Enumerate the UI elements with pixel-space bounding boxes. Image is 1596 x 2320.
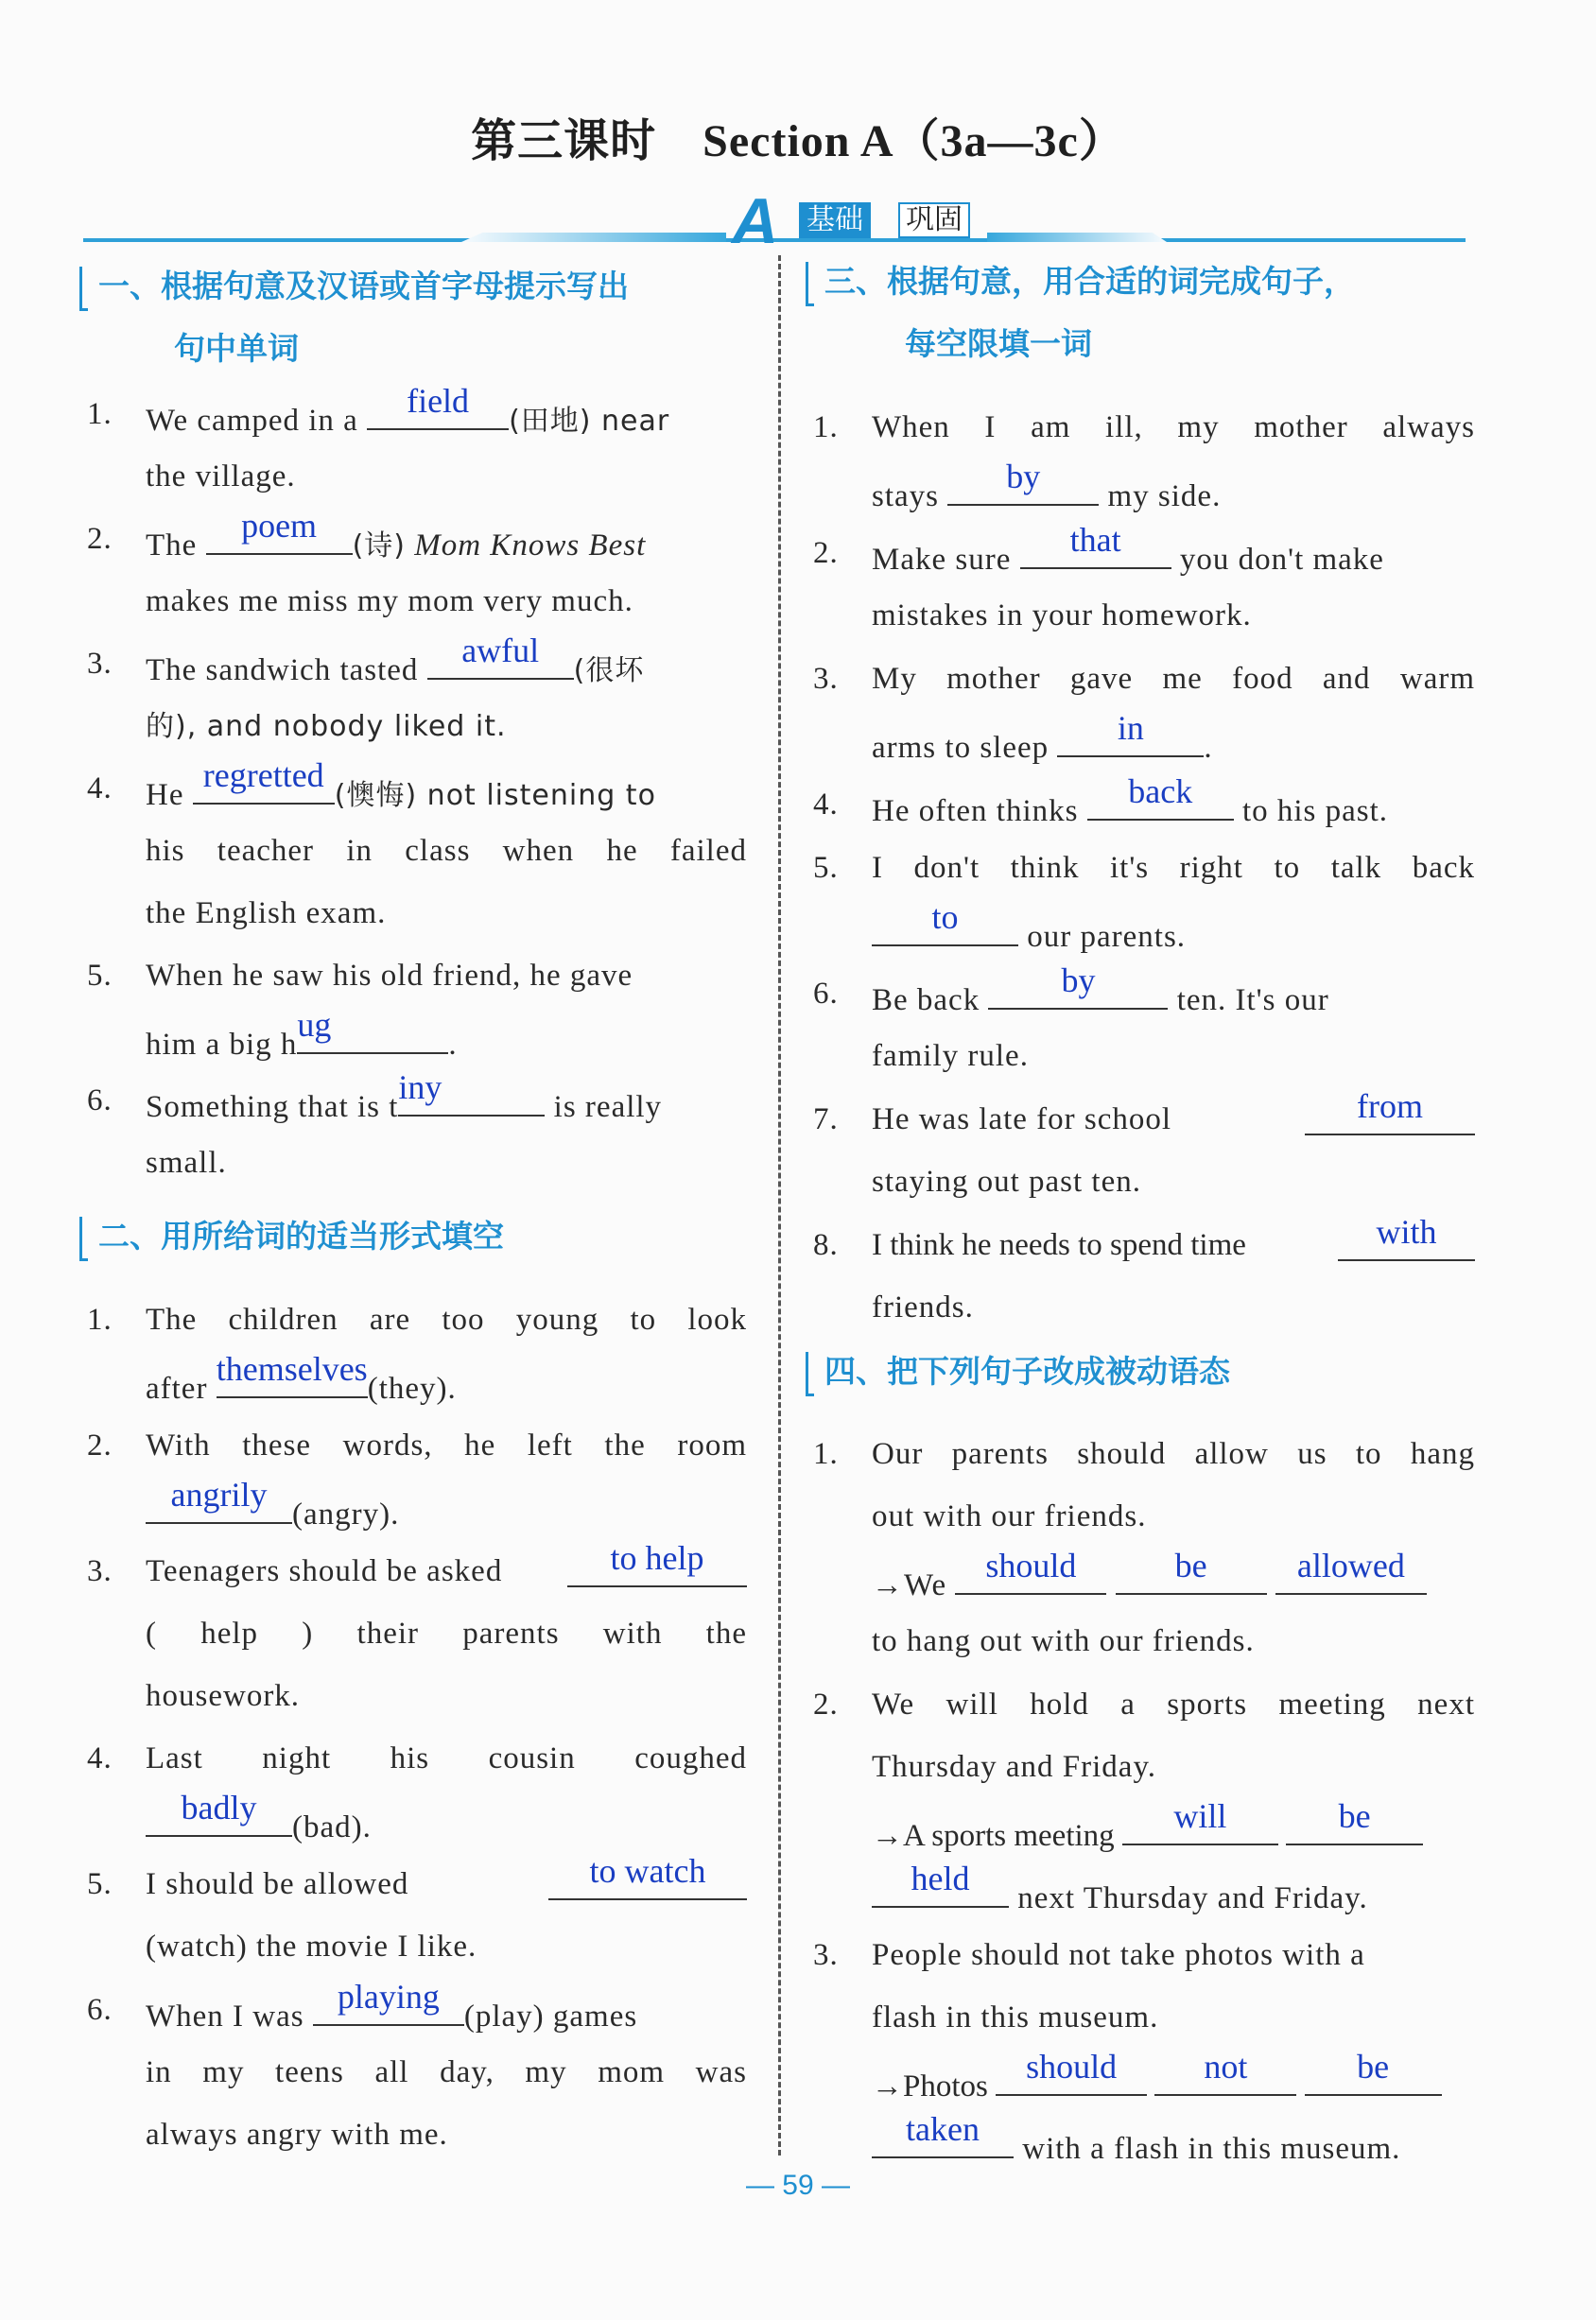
item-number: 4. [813, 788, 839, 822]
item-text: When he saw his old friend, he gave [146, 959, 633, 993]
item-number: 5. [87, 959, 113, 993]
answer-text: taken [906, 2110, 980, 2148]
section-banner [83, 185, 1466, 257]
answer-text: regretted [202, 756, 324, 794]
item-text: Teenagers should be asked [146, 1554, 503, 1588]
answer-blank[interactable] [146, 1790, 292, 1837]
item-text: People should not take photos with a [872, 1938, 1365, 1972]
item-text: When I am ill, my mother always [872, 410, 1475, 444]
book-title: Mom Knows Best [414, 528, 647, 563]
item-text: our parents. [1027, 920, 1187, 954]
column-divider [778, 255, 781, 2156]
answer-text: held [911, 1860, 970, 1897]
item-text: out with our friends. [872, 1499, 1147, 1533]
item-number: 4. [87, 771, 113, 805]
answer-blank[interactable] [1087, 773, 1234, 821]
item-text: He was late for school [872, 1102, 1172, 1136]
answer-blank[interactable] [1286, 1798, 1423, 1845]
item-text: (they). [367, 1372, 457, 1406]
answer-blank[interactable] [1275, 1548, 1427, 1595]
item-text: He often thinks [872, 794, 1079, 828]
section-2-title: 二、用所给词的适当形式填空 [98, 1218, 504, 1255]
item-number: 6. [87, 1993, 113, 2027]
answer-blank[interactable] [1154, 2049, 1296, 2096]
answer-blank[interactable] [297, 1007, 448, 1054]
answer-text: poem [241, 507, 318, 545]
item-number: 3. [87, 1554, 113, 1588]
section-4-title: 四、把下列句子改成被动语态 [824, 1353, 1230, 1390]
item-text: We camped in a [146, 404, 358, 438]
item-text: (watch) the movie I like. [146, 1930, 477, 1964]
item-text: to his past. [1241, 794, 1389, 828]
item-text: (诗) [352, 529, 406, 563]
answer-text: back [1128, 772, 1193, 810]
answer-blank[interactable] [548, 1853, 747, 1900]
answer-text: with [1376, 1213, 1437, 1251]
item-text: staying out past ten. [872, 1165, 1141, 1199]
item-number: 7. [813, 1102, 839, 1136]
section-2-heading [87, 1205, 768, 1268]
item-number: 3. [813, 662, 839, 696]
item-number: 2. [87, 1428, 113, 1463]
banner-left-wing [461, 233, 726, 242]
answer-blank[interactable] [1305, 1088, 1475, 1135]
answer-text: to [931, 898, 959, 936]
item-text: (很坏 [573, 654, 645, 687]
item-text: after [146, 1372, 208, 1406]
answer-text: ug [297, 1006, 332, 1044]
item-text: housework. [146, 1679, 301, 1713]
answer-text: themselves [216, 1350, 368, 1388]
answer-blank[interactable] [193, 757, 335, 805]
item-number: 2. [87, 522, 113, 556]
item-text: (play) games [463, 2000, 638, 2034]
item-text: to hang out with our friends. [872, 1624, 1255, 1658]
answer-text: by [1006, 458, 1041, 495]
item-text: Be back [872, 983, 980, 1017]
item-number: 1. [87, 1303, 113, 1337]
answer-blank[interactable] [947, 459, 1099, 506]
item-text: mistakes in your homework. [872, 598, 1252, 632]
item-text: you don't make [1179, 543, 1384, 577]
section-1-heading [87, 255, 768, 380]
item-text: friends. [872, 1290, 974, 1324]
item-text: is really [553, 1090, 663, 1124]
answer-blank[interactable] [367, 383, 509, 430]
item-text: →We [872, 1568, 947, 1602]
item-number: 2. [813, 536, 839, 570]
answer-blank[interactable] [398, 1069, 545, 1117]
item-text: My mother gave me food and warm [872, 662, 1475, 696]
item-text: (田地) near [509, 405, 670, 438]
answer-text: in [1117, 709, 1144, 747]
answer-text: be [1338, 1797, 1371, 1835]
section-3-title: 三、根据句意，用合适的词完成句子， [824, 263, 1355, 300]
item-text: Our parents should allow us to hang [872, 1437, 1475, 1471]
item-text: I think he needs to spend time [872, 1228, 1246, 1262]
answer-blank[interactable] [996, 2049, 1147, 2096]
banner-right-wing [987, 233, 1167, 242]
item-number: 6. [87, 1083, 113, 1117]
answer-blank[interactable] [313, 1979, 464, 2026]
item-number: 2. [813, 1688, 839, 1722]
answer-text: will [1173, 1797, 1227, 1835]
item-text: (懊悔) not listening to [334, 779, 656, 812]
answer-text: allowed [1296, 1547, 1405, 1584]
answer-blank[interactable] [427, 632, 574, 680]
item-text: →A sports meeting [872, 1819, 1115, 1853]
answer-blank[interactable] [872, 1861, 1009, 1908]
banner-label-basic: 基础 [799, 202, 871, 238]
answer-blank[interactable] [1116, 1548, 1267, 1595]
section-bracket-icon [806, 262, 814, 306]
item-text: →Photos [872, 2069, 988, 2104]
item-text: always angry with me. [146, 2118, 448, 2152]
answer-text: badly [181, 1789, 257, 1827]
answer-blank[interactable] [955, 1548, 1106, 1595]
section-4-heading [813, 1341, 1494, 1403]
item-text: (angry). [292, 1498, 400, 1532]
item-number: 3. [813, 1938, 839, 1972]
answer-text: iny [398, 1068, 442, 1106]
answer-blank[interactable] [1122, 1798, 1278, 1845]
item-text: . [1204, 731, 1213, 765]
answer-text: angrily [170, 1476, 268, 1514]
item-number: 5. [813, 851, 839, 885]
section-3-heading [813, 251, 1494, 375]
answer-blank[interactable] [1057, 710, 1204, 757]
section-bracket-icon [79, 267, 88, 311]
section-1-title-cont: 句中单词 [174, 330, 299, 367]
item-number: 1. [813, 410, 839, 444]
item-text: 的), and nobody liked it. [146, 710, 507, 743]
answer-text: awful [461, 632, 540, 669]
answer-text: from [1357, 1087, 1423, 1125]
item-text: him a big h [146, 1028, 298, 1062]
answer-text: be [1357, 2048, 1390, 2086]
section-bracket-icon [79, 1217, 88, 1261]
item-text: The children are too young to look [146, 1303, 747, 1337]
item-number: 5. [87, 1867, 113, 1901]
item-text: Something that is t [146, 1090, 399, 1124]
item-text: . [448, 1028, 458, 1062]
answer-blank[interactable] [1305, 2049, 1442, 2096]
item-text: He [146, 778, 184, 812]
item-text: the village. [146, 459, 296, 493]
item-number: 6. [813, 977, 839, 1011]
item-number: 1. [813, 1437, 839, 1471]
item-text: (bad). [292, 1810, 372, 1844]
item-text: makes me miss my mom very much. [146, 584, 633, 618]
item-text: in my teens all day, my mom was [146, 2055, 747, 2089]
item-text: I should be allowed [146, 1867, 409, 1901]
section-bracket-icon [806, 1352, 814, 1396]
item-text: arms to sleep [872, 731, 1050, 765]
item-text: with a flash in this museum. [1022, 2132, 1401, 2166]
section-1-title: 一、根据句意及汉语或首字母提示写出 [98, 268, 629, 304]
item-text: my side. [1107, 479, 1222, 513]
answer-blank[interactable] [872, 2111, 1014, 2158]
item-text: his teacher in class when he failed [146, 834, 747, 868]
item-text: I don't think it's right to talk back [872, 851, 1475, 885]
item-text: flash in this museum. [872, 2000, 1159, 2034]
answer-text: playing [337, 1978, 440, 2016]
answer-text: field [407, 382, 470, 420]
section-3-title-cont: 每空限填一词 [905, 325, 1092, 362]
item-text: small. [146, 1146, 227, 1180]
page-title: 第三课时 Section A（3a—3c） [471, 116, 1125, 166]
answer-text: by [1061, 961, 1096, 999]
answer-text: not [1204, 2048, 1248, 2086]
item-number: 3. [87, 647, 113, 681]
answer-blank[interactable] [872, 899, 1018, 946]
page-number: — 59 — [745, 2170, 851, 2201]
item-text: family rule. [872, 1039, 1029, 1073]
answer-text: to watch [589, 1852, 706, 1890]
item-number: 8. [813, 1228, 839, 1262]
banner-label-consolidate: 巩固 [898, 202, 970, 238]
item-number: 4. [87, 1741, 113, 1775]
item-text: next Thursday and Friday. [1017, 1881, 1368, 1915]
item-text: With these words, he left the room [146, 1428, 747, 1463]
item-text: ten. It's our [1176, 983, 1329, 1017]
answer-text: be [1174, 1547, 1207, 1584]
answer-text: should [1026, 2048, 1118, 2086]
answer-blank[interactable] [217, 1351, 368, 1398]
item-text: We will hold a sports meeting next [872, 1688, 1475, 1722]
banner-letter: A [732, 185, 779, 257]
item-text: Thursday and Friday. [872, 1750, 1157, 1784]
item-text: The sandwich tasted [146, 653, 419, 687]
item-text: the English exam. [146, 896, 387, 930]
answer-blank[interactable] [988, 962, 1168, 1010]
answer-text: to help [610, 1539, 704, 1577]
item-text: Make sure [872, 543, 1012, 577]
answer-blank[interactable] [567, 1540, 747, 1587]
answer-text: should [985, 1547, 1077, 1584]
item-text: Last night his cousin coughed [146, 1741, 747, 1775]
answer-text: that [1069, 521, 1121, 559]
answer-blank[interactable] [206, 508, 353, 555]
answer-blank[interactable] [1338, 1214, 1475, 1261]
item-text: stays [872, 479, 939, 513]
item-number: 1. [87, 397, 113, 431]
item-text: The [146, 528, 198, 563]
item-text: ( help ) their parents with the [146, 1617, 747, 1651]
answer-blank[interactable] [146, 1477, 292, 1524]
answer-blank[interactable] [1020, 522, 1171, 569]
item-text: When I was [146, 2000, 304, 2034]
